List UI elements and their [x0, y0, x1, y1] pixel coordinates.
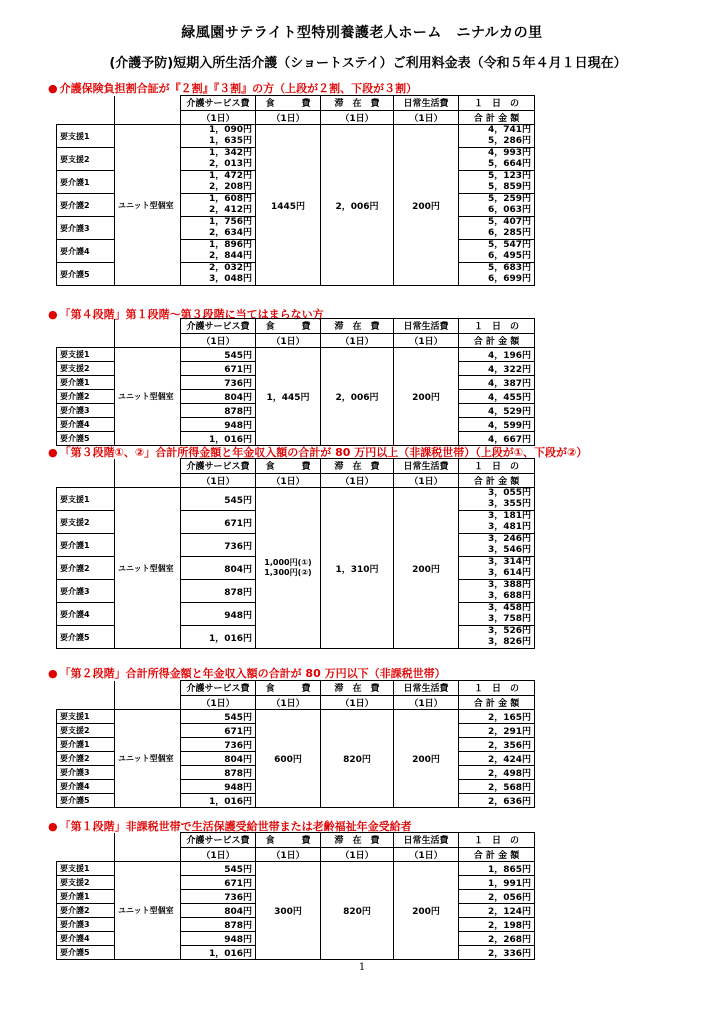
food-header: 食 費	[256, 833, 321, 848]
table-header-row	[57, 459, 535, 474]
stacked-values	[462, 488, 531, 510]
room-type: ユニット型個室	[115, 710, 181, 808]
daily-header: 日常生活費	[394, 833, 459, 848]
service-fee: 1，016円	[181, 432, 256, 446]
food-header-unit: （1日）	[256, 333, 321, 348]
daily-total	[459, 557, 535, 580]
section-heading	[48, 80, 417, 96]
care-level: 要介護3	[57, 918, 115, 932]
value-upper: 1，896円	[208, 240, 252, 250]
value-lower: 2，208円	[208, 182, 252, 192]
care-level: 要介護4	[57, 780, 115, 794]
value-upper: 3，526円	[487, 626, 531, 636]
stay-header: 滞 在 費	[321, 459, 394, 474]
care-level: 要支援1	[57, 862, 115, 876]
table-row	[57, 125, 535, 148]
stacked-values	[462, 511, 531, 533]
value-lower: 1,300円(②)	[264, 568, 312, 577]
page-number: 1	[358, 962, 366, 973]
service-fee: 671円	[181, 511, 256, 534]
service-header-unit: （1日）	[181, 847, 256, 862]
total-header: １ 日 の	[459, 681, 535, 696]
daily-total	[459, 626, 535, 649]
service-fee	[181, 125, 256, 148]
food-header: 食 費	[256, 681, 321, 696]
stacked-values	[259, 558, 317, 578]
stay-header: 滞 在 費	[321, 319, 394, 334]
service-fee: 545円	[181, 348, 256, 362]
care-level: 要介護4	[57, 240, 115, 263]
care-level: 要支援1	[57, 348, 115, 362]
value-upper: 5，259円	[487, 194, 531, 204]
section-heading-text: 「第２段階」合計所得金額と年金収入額の合計が 80 万円以下（非課税世帯）	[59, 667, 446, 680]
header-blank	[115, 319, 181, 348]
daily-total: 4，599円	[459, 418, 535, 432]
section-heading-text: 「第４段階」第１段階～第３段階に当てはまらない方	[59, 308, 324, 321]
document-title: 緑風園サテライト型特別養護老人ホーム ニナルカの里	[181, 25, 543, 41]
header-blank	[57, 96, 115, 125]
service-fee: 736円	[181, 534, 256, 557]
stay-header-unit: （1日）	[321, 695, 394, 710]
value-lower: 2，013円	[208, 159, 252, 169]
value-upper: 1，090円	[208, 125, 252, 135]
food-header: 食 費	[256, 459, 321, 474]
stacked-values	[184, 194, 252, 216]
stacked-values	[462, 217, 531, 239]
service-fee: 878円	[181, 404, 256, 418]
value-upper: 3，388円	[487, 580, 531, 590]
room-type: ユニット型個室	[115, 348, 181, 446]
stay-header-unit: （1日）	[321, 847, 394, 862]
value-upper: 3，055円	[487, 488, 531, 498]
daily-total: 2，268円	[459, 932, 535, 946]
table-header-row	[57, 96, 535, 111]
service-fee	[181, 240, 256, 263]
service-header: 介護サービス費	[181, 96, 256, 111]
value-lower: 3，546円	[487, 545, 531, 555]
daily-fee: 200円	[394, 862, 459, 960]
stay-header-unit: （1日）	[321, 473, 394, 488]
care-level: 要支援2	[57, 876, 115, 890]
food-header: 食 費	[256, 96, 321, 111]
service-fee: 545円	[181, 488, 256, 511]
total-header: １ 日 の	[459, 459, 535, 474]
daily-header-unit: （1日）	[394, 473, 459, 488]
stacked-values	[462, 125, 531, 147]
total-header-unit: 合 計 金 額	[459, 333, 535, 348]
stay-header: 滞 在 費	[321, 681, 394, 696]
bullet-icon: ●	[48, 820, 58, 833]
service-fee: 545円	[181, 710, 256, 724]
total-header-unit: 合 計 金 額	[459, 110, 535, 125]
service-fee: 948円	[181, 932, 256, 946]
header-blank	[115, 459, 181, 488]
daily-total: 2，336円	[459, 946, 535, 960]
daily-total: 4，387円	[459, 376, 535, 390]
service-fee: 671円	[181, 724, 256, 738]
stacked-values	[184, 171, 252, 193]
header-blank	[115, 833, 181, 862]
care-level: 要支援1	[57, 488, 115, 511]
stacked-values	[462, 171, 531, 193]
value-lower: 1，635円	[208, 136, 252, 146]
food-fee: 300円	[256, 862, 321, 960]
value-upper: 3，458円	[487, 603, 531, 613]
stacked-values	[184, 240, 252, 262]
service-fee: 948円	[181, 780, 256, 794]
stacked-values	[462, 148, 531, 170]
care-level: 要介護3	[57, 580, 115, 603]
daily-total	[459, 580, 535, 603]
daily-header: 日常生活費	[394, 96, 459, 111]
daily-total: 2，165円	[459, 710, 535, 724]
service-fee	[181, 194, 256, 217]
daily-fee: 200円	[394, 348, 459, 446]
food-header-unit: （1日）	[256, 695, 321, 710]
daily-total	[459, 488, 535, 511]
care-level: 要介護2	[57, 904, 115, 918]
value-lower: 3，614円	[487, 568, 531, 578]
daily-total	[459, 511, 535, 534]
stacked-values	[462, 263, 531, 285]
room-type: ユニット型個室	[115, 125, 181, 286]
service-fee: 878円	[181, 918, 256, 932]
value-upper: 3，246円	[487, 534, 531, 544]
section-heading	[48, 665, 446, 681]
value-upper: 4，741円	[487, 125, 531, 135]
care-level: 要支援2	[57, 724, 115, 738]
value-lower: 2，634円	[208, 228, 252, 238]
care-level: 要介護5	[57, 794, 115, 808]
stacked-values	[462, 534, 531, 556]
stay-fee: 2，006円	[321, 125, 394, 286]
service-fee	[181, 148, 256, 171]
daily-total	[459, 125, 535, 148]
value-upper: 1,000円(①)	[264, 558, 312, 567]
header-blank	[115, 96, 181, 125]
value-lower: 6，699円	[487, 274, 531, 284]
value-lower: 3，758円	[487, 614, 531, 624]
fee-table	[56, 318, 535, 446]
section-heading-text: 「第１段階」非課税世帯で生活保護受給世帯または老齢福祉年金受給者	[59, 820, 412, 833]
service-fee: 671円	[181, 876, 256, 890]
bullet-icon: ●	[48, 446, 58, 459]
section-heading-text: 介護保険負担割合証が『２割』『３割』の方（上段が２割、下段が３割）	[59, 82, 418, 95]
food-header-unit: （1日）	[256, 110, 321, 125]
service-fee: 948円	[181, 603, 256, 626]
daily-total	[459, 240, 535, 263]
daily-total: 2，636円	[459, 794, 535, 808]
header-blank	[115, 681, 181, 710]
service-fee: 1，016円	[181, 626, 256, 649]
table-header-row	[57, 319, 535, 334]
value-upper: 5，407円	[487, 217, 531, 227]
table-header-row	[57, 833, 535, 848]
care-level: 要支援1	[57, 710, 115, 724]
header-blank	[57, 681, 115, 710]
daily-total: 2，568円	[459, 780, 535, 794]
value-lower: 5，664円	[487, 159, 531, 169]
fee-table	[56, 680, 535, 808]
service-fee: 671円	[181, 362, 256, 376]
value-upper: 3，314円	[487, 557, 531, 567]
service-fee	[181, 171, 256, 194]
daily-total	[459, 148, 535, 171]
bullet-icon: ●	[48, 667, 58, 680]
service-fee: 736円	[181, 738, 256, 752]
service-header: 介護サービス費	[181, 681, 256, 696]
total-header: １ 日 の	[459, 96, 535, 111]
stacked-values	[184, 263, 252, 285]
service-header: 介護サービス費	[181, 833, 256, 848]
fee-table	[56, 458, 535, 649]
service-fee: 804円	[181, 752, 256, 766]
stacked-values	[184, 217, 252, 239]
food-fee: 1，445円	[256, 348, 321, 446]
stacked-values	[462, 557, 531, 579]
daily-total: 4，322円	[459, 362, 535, 376]
food-fee: 1445円	[256, 125, 321, 286]
value-upper: 2，032円	[208, 263, 252, 273]
daily-total	[459, 603, 535, 626]
daily-header-unit: （1日）	[394, 847, 459, 862]
value-lower: 3，826円	[487, 637, 531, 647]
service-header-unit: （1日）	[181, 695, 256, 710]
stay-fee: 820円	[321, 862, 394, 960]
value-upper: 1，756円	[208, 217, 252, 227]
care-level: 要介護3	[57, 217, 115, 240]
food-fee: 600円	[256, 710, 321, 808]
value-lower: 6，495円	[487, 251, 531, 261]
daily-total: 2，124円	[459, 904, 535, 918]
service-fee: 736円	[181, 376, 256, 390]
total-header-unit: 合 計 金 額	[459, 473, 535, 488]
daily-total: 2，291円	[459, 724, 535, 738]
fee-table	[56, 832, 535, 960]
care-level: 要介護5	[57, 263, 115, 286]
service-header: 介護サービス費	[181, 459, 256, 474]
total-header: １ 日 の	[459, 833, 535, 848]
table-row	[57, 488, 535, 511]
service-fee: 1，016円	[181, 946, 256, 960]
value-upper: 1，472円	[208, 171, 252, 181]
room-type: ユニット型個室	[115, 488, 181, 649]
table-row	[57, 710, 535, 724]
fee-table	[56, 95, 535, 286]
service-fee: 878円	[181, 580, 256, 603]
stay-header-unit: （1日）	[321, 333, 394, 348]
service-fee: 736円	[181, 890, 256, 904]
daily-total: 4，196円	[459, 348, 535, 362]
value-lower: 3，048円	[208, 274, 252, 284]
care-level: 要介護1	[57, 890, 115, 904]
daily-total: 1，865円	[459, 862, 535, 876]
total-header-unit: 合 計 金 額	[459, 695, 535, 710]
food-header: 食 費	[256, 319, 321, 334]
service-fee: 804円	[181, 904, 256, 918]
stay-fee: 820円	[321, 710, 394, 808]
service-fee: 804円	[181, 390, 256, 404]
care-level: 要介護4	[57, 603, 115, 626]
care-level: 要介護2	[57, 557, 115, 580]
service-fee: 1，016円	[181, 794, 256, 808]
daily-fee: 200円	[394, 488, 459, 649]
stacked-values	[462, 580, 531, 602]
stay-header-unit: （1日）	[321, 110, 394, 125]
daily-total: 4，529円	[459, 404, 535, 418]
value-upper: 1，608円	[208, 194, 252, 204]
section-heading-text: 「第３段階①、②」合計所得金額と年金収入額の合計が 80 万円以上（非課税世帯）（上段が①、下段が②）	[59, 446, 588, 459]
room-type: ユニット型個室	[115, 862, 181, 960]
care-level: 要支援1	[57, 125, 115, 148]
stacked-values	[184, 125, 252, 147]
value-lower: 6，285円	[487, 228, 531, 238]
value-upper: 5，683円	[487, 263, 531, 273]
bullet-icon: ●	[48, 82, 58, 95]
daily-total	[459, 194, 535, 217]
value-upper: 4，993円	[487, 148, 531, 158]
daily-total: 2，356円	[459, 738, 535, 752]
value-upper: 5，547円	[487, 240, 531, 250]
care-level: 要介護5	[57, 432, 115, 446]
value-lower: 2，412円	[208, 205, 252, 215]
food-fee	[256, 488, 321, 649]
daily-total: 2，198円	[459, 918, 535, 932]
daily-total	[459, 263, 535, 286]
daily-total	[459, 171, 535, 194]
care-level: 要介護4	[57, 932, 115, 946]
service-fee: 545円	[181, 862, 256, 876]
care-level: 要介護2	[57, 752, 115, 766]
stay-fee: 2，006円	[321, 348, 394, 446]
table-row	[57, 862, 535, 876]
daily-total: 2，498円	[459, 766, 535, 780]
daily-header-unit: （1日）	[394, 695, 459, 710]
service-header-unit: （1日）	[181, 333, 256, 348]
value-lower: 3，688円	[487, 591, 531, 601]
daily-total: 2，424円	[459, 752, 535, 766]
daily-header: 日常生活費	[394, 681, 459, 696]
stacked-values	[462, 603, 531, 625]
daily-fee: 200円	[394, 125, 459, 286]
care-level: 要介護1	[57, 534, 115, 557]
value-lower: 6，063円	[487, 205, 531, 215]
table-row	[57, 348, 535, 362]
food-header-unit: （1日）	[256, 847, 321, 862]
stacked-values	[462, 240, 531, 262]
daily-total	[459, 217, 535, 240]
care-level: 要介護5	[57, 946, 115, 960]
stay-header: 滞 在 費	[321, 96, 394, 111]
care-level: 要介護5	[57, 626, 115, 649]
total-header: １ 日 の	[459, 319, 535, 334]
daily-header: 日常生活費	[394, 319, 459, 334]
service-fee: 878円	[181, 766, 256, 780]
service-fee: 948円	[181, 418, 256, 432]
value-lower: 5，286円	[487, 136, 531, 146]
value-upper: 5，123円	[487, 171, 531, 181]
stacked-values	[462, 194, 531, 216]
care-level: 要介護1	[57, 171, 115, 194]
daily-total: 2，056円	[459, 890, 535, 904]
daily-header-unit: （1日）	[394, 110, 459, 125]
daily-total: 1，991円	[459, 876, 535, 890]
service-header-unit: （1日）	[181, 473, 256, 488]
care-level: 要介護1	[57, 376, 115, 390]
table-header-row	[57, 681, 535, 696]
value-lower: 5，859円	[487, 182, 531, 192]
care-level: 要介護2	[57, 390, 115, 404]
daily-total: 4，667円	[459, 432, 535, 446]
care-level: 要支援2	[57, 362, 115, 376]
bullet-icon: ●	[48, 308, 58, 321]
care-level: 要介護1	[57, 738, 115, 752]
food-header-unit: （1日）	[256, 473, 321, 488]
value-upper: 3，181円	[487, 511, 531, 521]
stacked-values	[462, 626, 531, 648]
header-blank	[57, 459, 115, 488]
document-subtitle: (介護予防)短期入所生活介護（ショートステイ）ご利用料金表（令和５年４月１日現在）	[109, 56, 627, 71]
daily-fee: 200円	[394, 710, 459, 808]
header-blank	[57, 833, 115, 862]
daily-header-unit: （1日）	[394, 333, 459, 348]
service-fee	[181, 217, 256, 240]
service-fee	[181, 263, 256, 286]
care-level: 要支援2	[57, 511, 115, 534]
value-upper: 1，342円	[208, 148, 252, 158]
daily-total: 4，455円	[459, 390, 535, 404]
service-header: 介護サービス費	[181, 319, 256, 334]
service-fee: 804円	[181, 557, 256, 580]
value-lower: 3，481円	[487, 522, 531, 532]
header-blank	[57, 319, 115, 348]
care-level: 要介護3	[57, 404, 115, 418]
total-header-unit: 合 計 金 額	[459, 847, 535, 862]
stacked-values	[184, 148, 252, 170]
care-level: 要介護4	[57, 418, 115, 432]
care-level: 要支援2	[57, 148, 115, 171]
daily-total	[459, 534, 535, 557]
daily-header: 日常生活費	[394, 459, 459, 474]
care-level: 要介護2	[57, 194, 115, 217]
stay-fee: 1，310円	[321, 488, 394, 649]
service-header-unit: （1日）	[181, 110, 256, 125]
stay-header: 滞 在 費	[321, 833, 394, 848]
care-level: 要介護3	[57, 766, 115, 780]
value-lower: 3，355円	[487, 499, 531, 509]
value-lower: 2，844円	[208, 251, 252, 261]
